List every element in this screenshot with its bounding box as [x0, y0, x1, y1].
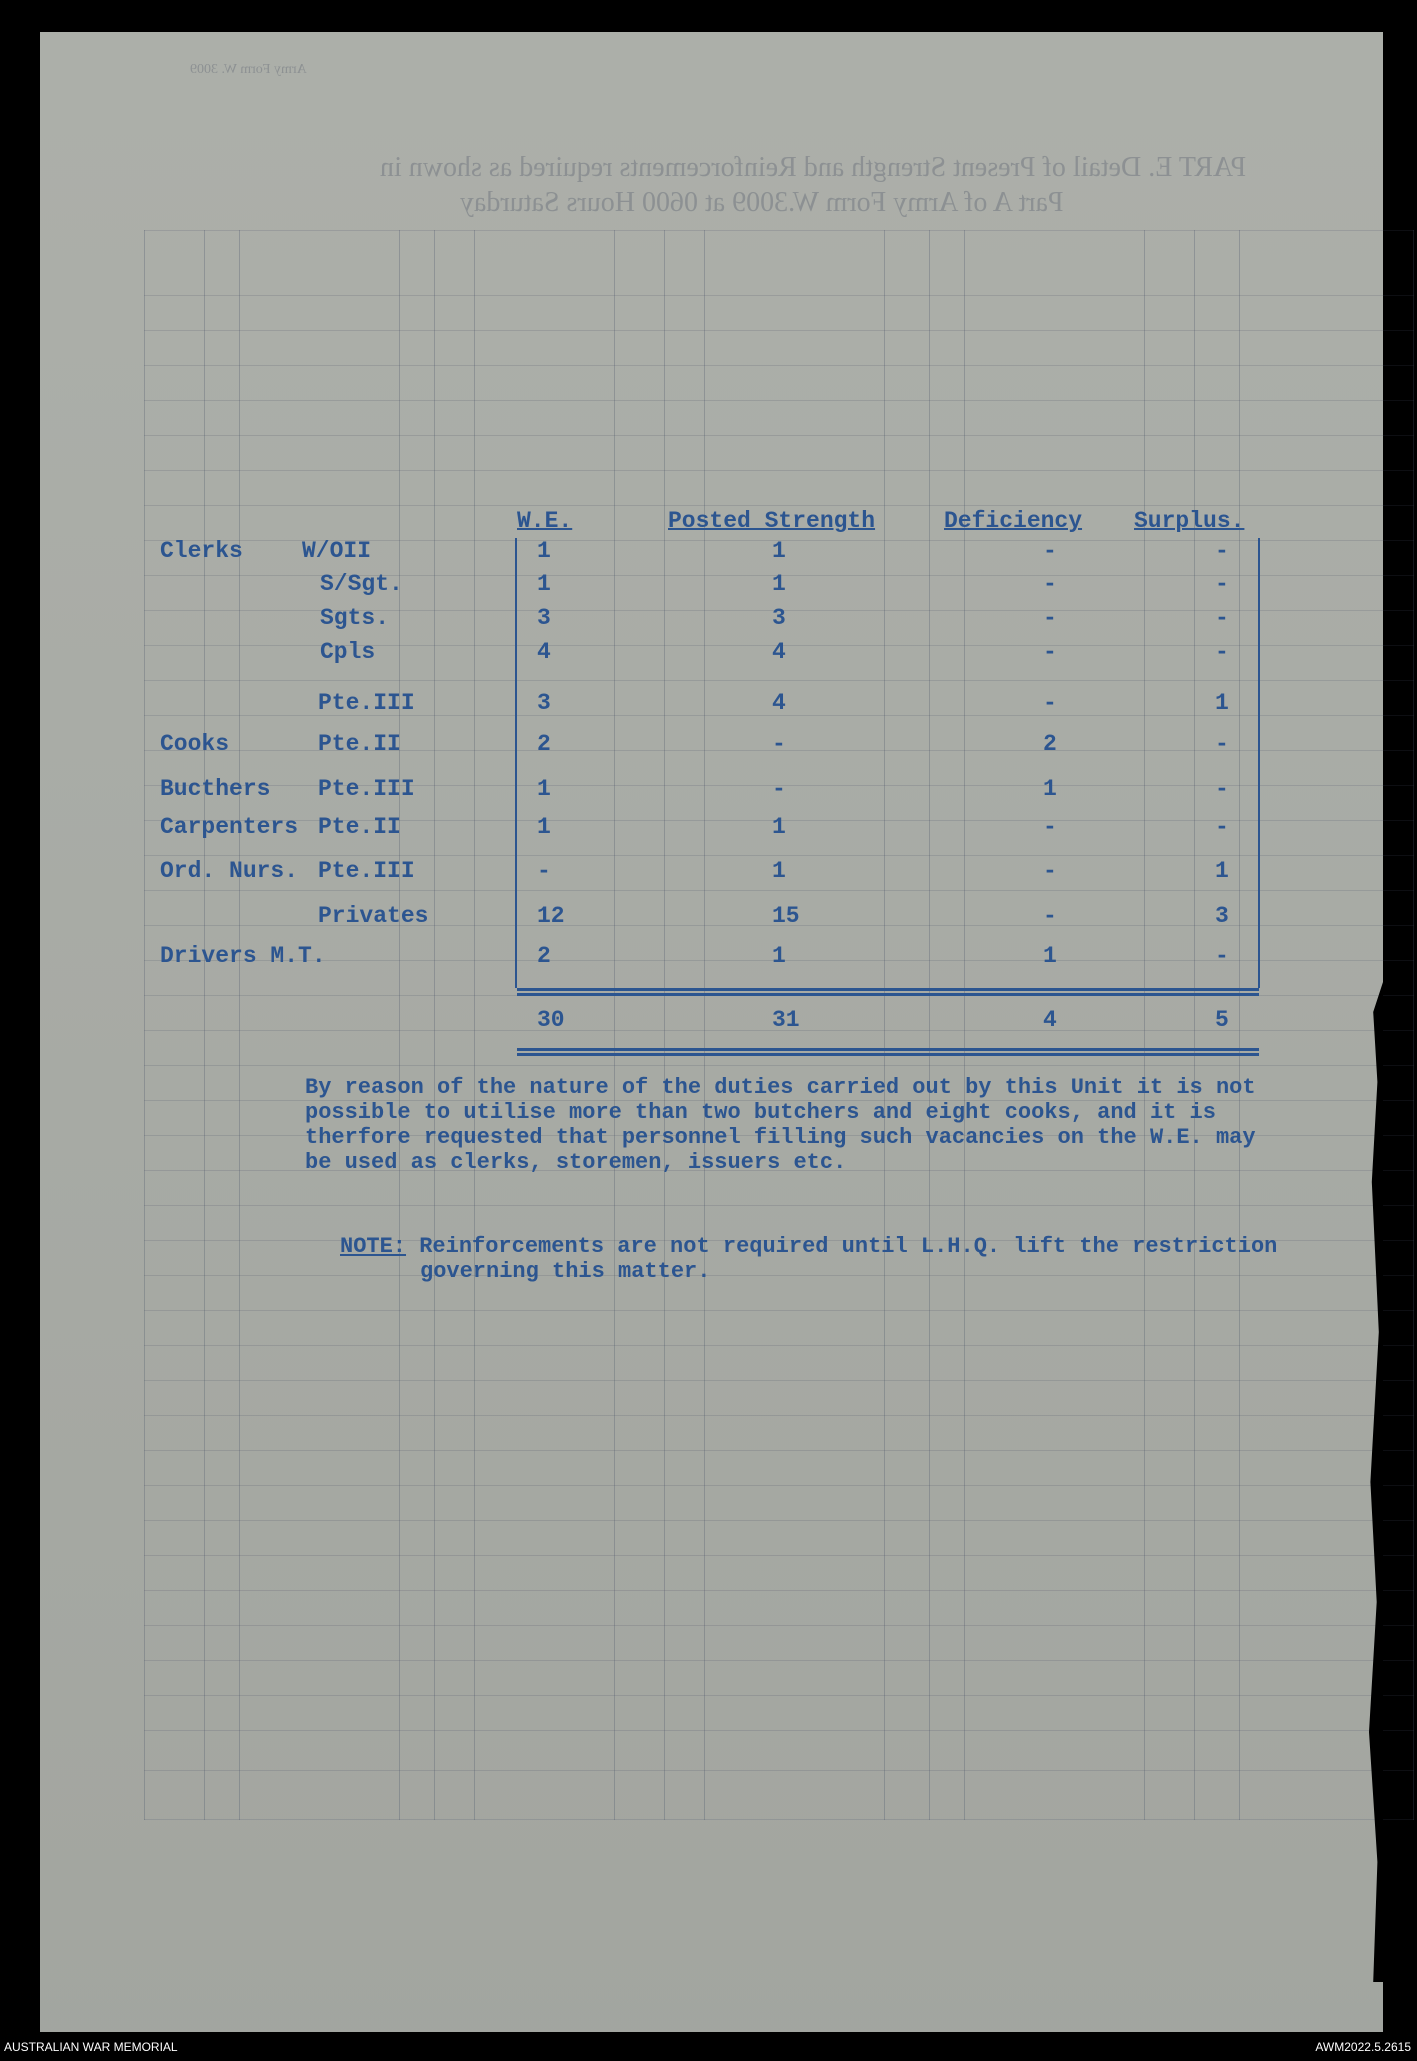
reverse-title-line2: Part A of Army Form W.3009 at 0600 Hours Saturday [460, 187, 1064, 218]
row-deficiency: 2 [1043, 731, 1057, 757]
row-surplus: 1 [1215, 858, 1229, 884]
header-we: W.E. [517, 508, 573, 534]
row-posted: 1 [772, 571, 786, 597]
row-posted: 4 [772, 639, 786, 665]
row-deficiency: - [1043, 814, 1057, 840]
row-surplus: - [1215, 605, 1229, 631]
row-rank: Pte.III [318, 690, 415, 716]
row-we: - [537, 858, 551, 884]
row-rank: W/OII [302, 538, 372, 564]
row-posted: 1 [772, 538, 786, 564]
header-posted-strength: Posted Strength [668, 508, 876, 534]
row-rank: Pte.II [318, 731, 401, 757]
document-page [40, 32, 1383, 2032]
row-deficiency: 1 [1043, 943, 1057, 969]
row-trade: Drivers M.T. [160, 943, 326, 969]
note-paragraph [340, 1234, 1350, 1284]
row-posted: 15 [772, 903, 800, 929]
row-surplus: - [1215, 776, 1229, 802]
row-deficiency: - [1043, 903, 1057, 929]
row-trade: Ord. Nurs. [160, 858, 299, 884]
row-rank: Cpls [320, 639, 376, 665]
reverse-title-line1: PART E. Detail of Present Strength and Reinforcements required as shown in [380, 152, 1247, 183]
row-we: 12 [537, 903, 565, 929]
row-deficiency: 1 [1043, 776, 1057, 802]
reverse-form-ref: Army Form W. 3009 [190, 62, 307, 77]
explanation-paragraph: By reason of the nature of the duties carried out by this Unit it is not possible to utilise more than two butchers and eight cooks, and it is therfore requested that personnel filling such vacancies on the W.E. may be used as clerks, storemen, issuers etc. [305, 1075, 1256, 1175]
totals-rule-top-2 [517, 993, 1259, 996]
row-surplus: 3 [1215, 903, 1229, 929]
archive-reference: AWM2022.5.2615 [1315, 2040, 1411, 2054]
row-posted: 4 [772, 690, 786, 716]
row-we: 2 [537, 943, 551, 969]
row-we: 3 [537, 690, 551, 716]
row-we: 1 [537, 776, 551, 802]
row-surplus: 1 [1215, 690, 1229, 716]
row-deficiency: - [1043, 571, 1057, 597]
row-posted: 1 [772, 858, 786, 884]
total-surplus: 5 [1215, 1007, 1229, 1033]
row-posted: 1 [772, 943, 786, 969]
archive-credit: AUSTRALIAN WAR MEMORIAL [4, 2040, 178, 2054]
row-trade: Carpenters [160, 814, 299, 840]
row-surplus: - [1215, 639, 1229, 665]
row-posted: - [772, 776, 786, 802]
row-we: 1 [537, 571, 551, 597]
row-trade: Bucthers [160, 776, 271, 802]
header-surplus: Surplus. [1134, 508, 1245, 534]
row-trade: Cooks [160, 731, 230, 757]
row-surplus: - [1215, 538, 1229, 564]
row-rank: Pte.III [318, 858, 415, 884]
row-rank: Pte.III [318, 776, 415, 802]
row-deficiency: - [1043, 605, 1057, 631]
row-surplus: - [1215, 731, 1229, 757]
row-posted: 3 [772, 605, 786, 631]
row-surplus: - [1215, 571, 1229, 597]
row-trade: Clerks [160, 538, 243, 564]
row-we: 2 [537, 731, 551, 757]
totals-rule-top [517, 988, 1259, 991]
note-label: NOTE: [340, 1234, 407, 1259]
row-posted: - [772, 731, 786, 757]
row-deficiency: - [1043, 690, 1057, 716]
totals-rule-bottom [517, 1048, 1259, 1051]
total-posted: 31 [772, 1007, 800, 1033]
row-surplus: - [1215, 943, 1229, 969]
row-we: 1 [537, 538, 551, 564]
row-deficiency: - [1043, 639, 1057, 665]
row-rank: Sgts. [320, 605, 390, 631]
row-deficiency: - [1043, 538, 1057, 564]
row-we: 3 [537, 605, 551, 631]
row-deficiency: - [1043, 858, 1057, 884]
row-we: 4 [537, 639, 551, 665]
table-right-rule [1258, 538, 1260, 988]
row-rank: Pte.II [318, 814, 401, 840]
row-posted: 1 [772, 814, 786, 840]
table-left-rule [515, 538, 517, 988]
row-we: 1 [537, 814, 551, 840]
header-deficiency: Deficiency [944, 508, 1083, 534]
row-rank: S/Sgt. [320, 571, 403, 597]
total-deficiency: 4 [1043, 1007, 1057, 1033]
row-surplus: - [1215, 814, 1229, 840]
totals-rule-bottom-2 [517, 1053, 1259, 1056]
total-we: 30 [537, 1007, 565, 1033]
row-rank: Privates [318, 903, 429, 929]
note-text: Reinforcements are not required until L.H.Q. lift the restriction governing this matter. [406, 1234, 1278, 1284]
